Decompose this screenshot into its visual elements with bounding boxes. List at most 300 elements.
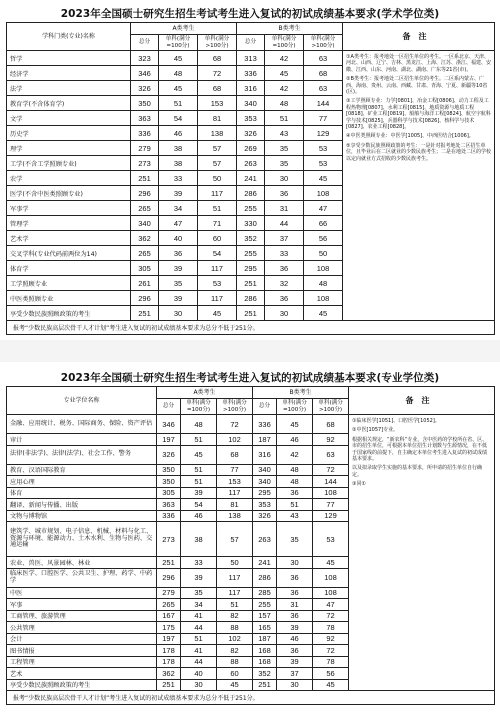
a-single-100-score: 44 <box>181 656 217 668</box>
a-total-score: 323 <box>131 51 159 66</box>
b-single-150-score: 48 <box>304 276 343 291</box>
b-total-score: 340 <box>253 476 277 488</box>
a-total-score: 340 <box>131 216 159 231</box>
b-single-150-score: 77 <box>313 499 349 511</box>
page-separator <box>0 340 500 362</box>
a-total-score: 350 <box>131 96 159 111</box>
b-single-100-score: 51 <box>277 499 313 511</box>
note-paragraph: 以及拟录取学生实施的基本要求，所申请的招生单位自行确定。 <box>352 465 483 478</box>
subject-name: 图书情报 <box>7 645 157 657</box>
a-single-150-score: 82 <box>217 610 253 622</box>
b-total-score: 316 <box>237 81 265 96</box>
b-single-100-score: 32 <box>265 276 304 291</box>
b-single-100-score: 43 <box>277 510 313 522</box>
b-single-100-score: 30 <box>265 306 304 321</box>
a-single-150-score: 60 <box>217 668 253 680</box>
a-total-score: 251 <box>131 306 159 321</box>
b-single-150-score: 45 <box>313 679 349 691</box>
subject-name: 文物与博物馆 <box>7 510 157 522</box>
note-paragraph: ②B类考生：报考地处二区招生单位的考生。二区系内蒙古、广西、海南、贵州、云南、西藏、甘肃、青海、宁夏、新疆等10省(区)。 <box>346 76 488 96</box>
b-total-score: 251 <box>237 306 265 321</box>
subject-name: 享受少数民族照顾政策的考生 <box>7 679 157 691</box>
a-single-100-score: 39 <box>159 261 198 276</box>
b-single-100-score: 35 <box>277 522 313 557</box>
b-total-score: 241 <box>237 171 265 186</box>
subject-name: 中医类照顾专业 <box>7 291 131 306</box>
a-single-100-score: 39 <box>181 568 217 587</box>
a-total-score: 265 <box>157 599 181 611</box>
subject-name: 军事 <box>7 599 157 611</box>
b-single-150-score: 72 <box>313 464 349 476</box>
a-single-150-score: 51 <box>198 201 237 216</box>
b-single-150-score: 108 <box>304 261 343 276</box>
a-single-150-score: 117 <box>198 186 237 201</box>
a-single-150-score: 117 <box>217 568 253 587</box>
b-single-150-score: 92 <box>313 434 349 446</box>
a-single-100-score: 48 <box>159 66 198 81</box>
a-total-score: 336 <box>131 126 159 141</box>
a-total-score: 175 <box>157 622 181 634</box>
b-total-score: 295 <box>237 261 265 276</box>
a-total-score: 346 <box>157 415 181 434</box>
b-single-100-score: 42 <box>265 81 304 96</box>
a-single-150-score: 50 <box>217 557 253 569</box>
b-single-100-score: 30 <box>265 171 304 186</box>
a-total-score: 362 <box>157 668 181 680</box>
b-total-score: 157 <box>253 610 277 622</box>
b-single-100-score: 35 <box>265 156 304 171</box>
b-single-150-score: 108 <box>304 186 343 201</box>
a-single-100-score: 34 <box>159 201 198 216</box>
a-single-100-score: 40 <box>181 668 217 680</box>
subject-name: 理学 <box>7 141 131 156</box>
notes-header: 备注 <box>349 387 495 415</box>
a-total-score: 363 <box>131 111 159 126</box>
note-paragraph: ④中医类照顾专业：中医学[1005]、中西医结合[1006]。 <box>346 133 474 140</box>
single-100-header: 单科(满分=100分) <box>277 399 313 415</box>
a-single-150-score: 138 <box>198 126 237 141</box>
b-single-100-score: 37 <box>265 231 304 246</box>
a-total-score: 273 <box>131 156 159 171</box>
b-total-score: 263 <box>253 522 277 557</box>
subject-name: 历史学 <box>7 126 131 141</box>
b-single-150-score: 53 <box>304 141 343 156</box>
subject-name: 建筑学、城市规划、电子信息、机械、材料与化工、资源与环境、能源动力、土木水利、生物与医药、交通运输 <box>7 522 157 557</box>
b-single-100-score: 48 <box>277 476 313 488</box>
note-paragraph: ①临床医学[1051]、口腔医学[1052]。 <box>352 418 440 424</box>
b-total-score: 352 <box>253 668 277 680</box>
a-total-score: 167 <box>157 610 181 622</box>
b-total-score: 187 <box>253 434 277 446</box>
a-single-150-score: 60 <box>198 231 237 246</box>
single-100-header: 单科(满分=100分) <box>181 399 217 415</box>
footer-cell: 报考“少数民族高层次骨干人才计划”考生进入复试的初试成绩基本要求为总分不低于251分。 <box>7 691 495 705</box>
a-single-100-score: 54 <box>159 111 198 126</box>
b-single-100-score: 36 <box>265 291 304 306</box>
b-total-score: 255 <box>237 201 265 216</box>
page-title: 2023年全国硕士研究生招生考试考生进入复试的初试成绩基本要求(专业学位类) <box>60 372 440 384</box>
footer-row <box>7 321 495 335</box>
b-single-100-score: 46 <box>277 434 313 446</box>
b-single-100-score: 31 <box>277 599 313 611</box>
b-single-150-score: 72 <box>313 645 349 657</box>
b-single-150-score: 56 <box>313 668 349 680</box>
a-single-150-score: 117 <box>198 291 237 306</box>
single-150-header: 单科(满分>100分) <box>217 399 253 415</box>
subject-name: 医学(不含中医类照顾专业) <box>7 186 131 201</box>
b-single-150-score: 144 <box>313 476 349 488</box>
b-single-150-score: 53 <box>313 522 349 557</box>
a-single-150-score: 88 <box>217 656 253 668</box>
subject-name: 翻译、新闻与传播、出版 <box>7 499 157 511</box>
b-single-100-score: 44 <box>265 216 304 231</box>
b-single-150-score: 63 <box>304 81 343 96</box>
a-total-score: 336 <box>157 510 181 522</box>
b-single-100-score: 51 <box>265 111 304 126</box>
a-total-score: 265 <box>131 201 159 216</box>
b-single-100-score: 31 <box>265 201 304 216</box>
b-total-score: 263 <box>237 156 265 171</box>
a-total-score: 178 <box>157 656 181 668</box>
a-single-100-score: 51 <box>181 464 217 476</box>
b-single-100-score: 43 <box>265 126 304 141</box>
a-single-100-score: 40 <box>159 231 198 246</box>
subject-name: 法律(非法学)、法律(法学)、社会工作、警务 <box>7 445 157 464</box>
a-single-100-score: 30 <box>159 306 198 321</box>
b-single-150-score: 129 <box>304 126 343 141</box>
a-single-100-score: 35 <box>159 276 198 291</box>
b-total-score: 255 <box>237 246 265 261</box>
b-single-100-score: 39 <box>277 622 313 634</box>
a-total-score: 251 <box>157 679 181 691</box>
b-single-100-score: 42 <box>277 445 313 464</box>
b-total-score: 330 <box>237 216 265 231</box>
a-total-score: 346 <box>131 66 159 81</box>
academic-degree-page <box>0 0 500 340</box>
b-single-150-score: 144 <box>304 96 343 111</box>
total-header: 总分 <box>237 35 265 51</box>
a-single-100-score: 54 <box>181 499 217 511</box>
notes-cell <box>349 415 495 691</box>
a-total-score: 305 <box>157 487 181 499</box>
subject-name: 农业、兽医、风景园林、林业 <box>7 557 157 569</box>
a-total-score: 251 <box>131 171 159 186</box>
b-total-score: 286 <box>237 291 265 306</box>
a-single-100-score: 38 <box>181 522 217 557</box>
b-total-score: 286 <box>237 186 265 201</box>
b-single-100-score: 37 <box>277 668 313 680</box>
subject-name: 艺术学 <box>7 231 131 246</box>
b-single-100-score: 36 <box>277 610 313 622</box>
a-single-150-score: 45 <box>198 306 237 321</box>
a-single-150-score: 117 <box>217 487 253 499</box>
b-total-score: 241 <box>253 557 277 569</box>
a-single-150-score: 153 <box>217 476 253 488</box>
note-paragraph: ①A类考生：报考地处一区招生单位的考生。一区系北京、天津、河北、山西、辽宁、吉林、黑龙江、上海、江苏、浙江、福建、安徽、江西、山东、河南、湖北、湖南、广东等21省(市)。 <box>346 54 492 73</box>
table-row <box>7 415 495 434</box>
b-single-150-score: 45 <box>304 171 343 186</box>
a-single-100-score: 41 <box>181 645 217 657</box>
subject-name: 临床医学、口腔医学、公共卫生、护理、药学、中药学 <box>7 568 157 587</box>
total-header: 总分 <box>253 399 277 415</box>
subject-name: 审计 <box>7 434 157 446</box>
b-single-150-score: 78 <box>313 656 349 668</box>
b-total-score: 340 <box>237 96 265 111</box>
b-total-score: 316 <box>253 445 277 464</box>
b-single-100-score: 48 <box>277 464 313 476</box>
b-total-score: 168 <box>253 656 277 668</box>
b-single-100-score: 46 <box>277 633 313 645</box>
subject-name: 管理学 <box>7 216 131 231</box>
a-total-score: 279 <box>131 141 159 156</box>
a-single-150-score: 68 <box>217 445 253 464</box>
subject-name: 工学照顾专业 <box>7 276 131 291</box>
subject-name: 会计 <box>7 633 157 645</box>
subject-name: 教育学(不含体育学) <box>7 96 131 111</box>
a-single-150-score: 102 <box>217 633 253 645</box>
subject-name: 公共管理 <box>7 622 157 634</box>
a-single-150-score: 71 <box>198 216 237 231</box>
b-total-score: 251 <box>253 679 277 691</box>
a-total-score: 279 <box>157 587 181 599</box>
subject-name: 哲学 <box>7 51 131 66</box>
a-single-100-score: 51 <box>181 434 217 446</box>
b-total-score: 165 <box>253 622 277 634</box>
b-single-150-score: 92 <box>313 633 349 645</box>
b-single-100-score: 42 <box>265 51 304 66</box>
a-single-150-score: 72 <box>198 66 237 81</box>
b-single-100-score: 35 <box>265 141 304 156</box>
note-paragraph: ③同① <box>352 481 367 488</box>
subject-name: 中医 <box>7 587 157 599</box>
b-total-score: 352 <box>237 231 265 246</box>
a-total-score: 251 <box>157 557 181 569</box>
b-total-score: 285 <box>253 587 277 599</box>
subject-name: 工商管理、旅游管理 <box>7 610 157 622</box>
b-total-score: 336 <box>253 415 277 434</box>
b-single-100-score: 36 <box>277 487 313 499</box>
a-total-score: 265 <box>131 246 159 261</box>
subject-name: 文学 <box>7 111 131 126</box>
b-single-150-score: 78 <box>313 622 349 634</box>
a-single-100-score: 41 <box>181 610 217 622</box>
single-100-header: 单科(满分=100分) <box>159 35 198 51</box>
a-total-score: 350 <box>157 476 181 488</box>
subject-name: 交叉学科(专业代码前两位为14) <box>7 246 131 261</box>
a-total-score: 296 <box>131 186 159 201</box>
b-single-150-score: 66 <box>304 216 343 231</box>
b-single-100-score: 36 <box>265 186 304 201</box>
a-single-150-score: 57 <box>198 141 237 156</box>
a-total-score: 350 <box>157 464 181 476</box>
b-single-100-score: 33 <box>265 246 304 261</box>
a-single-100-score: 30 <box>181 679 217 691</box>
a-single-150-score: 50 <box>198 171 237 186</box>
a-single-100-score: 33 <box>181 557 217 569</box>
a-single-100-score: 33 <box>159 171 198 186</box>
b-single-150-score: 108 <box>304 291 343 306</box>
subject-name: 经济学 <box>7 66 131 81</box>
note-paragraph: ⑤享受少数民族照顾政策的考生：一是针对报考地处二区招生单位，且毕业后在二区就业的少数民族考生；二是在地处二区的学校以定向就业方式招收的少数民族考生。 <box>346 142 492 162</box>
a-single-150-score: 102 <box>217 434 253 446</box>
a-single-150-score: 72 <box>217 415 253 434</box>
b-total-score: 353 <box>237 111 265 126</box>
a-single-100-score: 51 <box>181 476 217 488</box>
a-single-100-score: 38 <box>159 141 198 156</box>
a-total-score: 197 <box>157 434 181 446</box>
a-class-header: A类考生 <box>157 387 253 399</box>
a-total-score: 296 <box>131 291 159 306</box>
b-single-150-score: 47 <box>313 599 349 611</box>
b-single-100-score: 39 <box>277 656 313 668</box>
a-total-score: 197 <box>157 633 181 645</box>
a-single-100-score: 44 <box>181 622 217 634</box>
a-single-100-score: 39 <box>159 186 198 201</box>
subject-header: 学科门类(专业)名称 <box>7 23 131 51</box>
b-single-150-score: 47 <box>304 201 343 216</box>
a-single-150-score: 54 <box>198 246 237 261</box>
subject-name: 艺术 <box>7 668 157 680</box>
b-total-score: 269 <box>237 141 265 156</box>
a-single-150-score: 57 <box>217 522 253 557</box>
b-single-150-score: 72 <box>313 610 349 622</box>
b-single-150-score: 108 <box>313 587 349 599</box>
b-single-150-score: 53 <box>304 156 343 171</box>
a-single-150-score: 68 <box>198 81 237 96</box>
b-total-score: 336 <box>237 66 265 81</box>
a-total-score: 273 <box>157 522 181 557</box>
b-single-150-score: 45 <box>304 306 343 321</box>
a-single-100-score: 46 <box>181 510 217 522</box>
b-single-150-score: 45 <box>313 557 349 569</box>
a-single-100-score: 34 <box>181 599 217 611</box>
b-single-100-score: 36 <box>277 645 313 657</box>
a-single-150-score: 57 <box>198 156 237 171</box>
a-single-100-score: 36 <box>159 246 198 261</box>
b-total-score: 326 <box>237 126 265 141</box>
a-single-100-score: 51 <box>181 633 217 645</box>
footer-row <box>7 691 495 705</box>
a-single-150-score: 53 <box>198 276 237 291</box>
subject-name: 军事学 <box>7 201 131 216</box>
academic-score-table <box>6 22 495 335</box>
a-total-score: 178 <box>157 645 181 657</box>
a-class-header: A类考生 <box>131 23 237 35</box>
b-single-150-score: 50 <box>304 246 343 261</box>
subject-name: 法学 <box>7 81 131 96</box>
subject-name: 工程管理 <box>7 656 157 668</box>
subject-name: 应用心理 <box>7 476 157 488</box>
b-single-100-score: 36 <box>277 587 313 599</box>
single-150-header: 单科(满分>100分) <box>313 399 349 415</box>
b-single-150-score: 56 <box>304 231 343 246</box>
b-single-100-score: 45 <box>277 415 313 434</box>
subject-name: 享受少数民族照顾政策的考生 <box>7 306 131 321</box>
a-total-score: 305 <box>131 261 159 276</box>
a-single-150-score: 88 <box>217 622 253 634</box>
a-single-100-score: 48 <box>181 415 217 434</box>
subject-name: 体育 <box>7 487 157 499</box>
a-single-150-score: 45 <box>217 679 253 691</box>
total-header: 总分 <box>131 35 159 51</box>
a-single-150-score: 77 <box>217 464 253 476</box>
a-single-100-score: 51 <box>159 96 198 111</box>
single-150-header: 单科(满分>100分) <box>198 35 237 51</box>
subject-name: 教育、汉语国际教育 <box>7 464 157 476</box>
single-150-header: 单科(满分>100分) <box>304 35 343 51</box>
b-total-score: 340 <box>253 464 277 476</box>
a-single-150-score: 68 <box>198 51 237 66</box>
b-total-score: 313 <box>237 51 265 66</box>
a-total-score: 363 <box>157 499 181 511</box>
b-total-score: 255 <box>253 599 277 611</box>
b-single-100-score: 48 <box>265 96 304 111</box>
a-single-100-score: 38 <box>159 156 198 171</box>
b-single-100-score: 45 <box>265 66 304 81</box>
b-single-150-score: 108 <box>313 568 349 587</box>
a-single-100-score: 47 <box>159 216 198 231</box>
note-paragraph: ②中医[1057]专业。 <box>352 427 399 434</box>
b-total-score: 286 <box>253 568 277 587</box>
subject-name: 金融、应用统计、税务、国际商务、保险、资产评估 <box>7 415 157 434</box>
notes-cell <box>343 51 495 321</box>
a-single-150-score: 81 <box>217 499 253 511</box>
b-single-150-score: 68 <box>313 415 349 434</box>
b-class-header: B类考生 <box>237 23 343 35</box>
total-header: 总分 <box>157 399 181 415</box>
a-single-100-score: 39 <box>181 487 217 499</box>
table-row <box>7 51 495 66</box>
a-total-score: 326 <box>131 81 159 96</box>
b-total-score: 168 <box>253 645 277 657</box>
subject-name: 体育学 <box>7 261 131 276</box>
professional-degree-page <box>0 362 500 720</box>
b-total-score: 295 <box>253 487 277 499</box>
b-class-header: B类考生 <box>253 387 349 399</box>
single-100-header: 单科(满分=100分) <box>265 35 304 51</box>
b-total-score: 251 <box>237 276 265 291</box>
a-single-150-score: 117 <box>217 587 253 599</box>
a-single-100-score: 39 <box>159 291 198 306</box>
b-single-100-score: 36 <box>277 568 313 587</box>
b-single-150-score: 108 <box>313 487 349 499</box>
subject-name: 农学 <box>7 171 131 186</box>
a-single-100-score: 45 <box>159 51 198 66</box>
b-single-100-score: 30 <box>277 679 313 691</box>
subject-header: 专业学位名称 <box>7 387 157 415</box>
a-single-150-score: 153 <box>198 96 237 111</box>
professional-score-table <box>6 386 495 705</box>
a-total-score: 261 <box>131 276 159 291</box>
b-single-100-score: 36 <box>265 261 304 276</box>
a-single-150-score: 138 <box>217 510 253 522</box>
footer-cell: 报考“少数民族高层次骨干人才计划”考生进入复试的初试成绩基本要求为总分不低于251分。 <box>7 321 495 335</box>
b-single-150-score: 68 <box>304 66 343 81</box>
a-total-score: 296 <box>157 568 181 587</box>
b-single-150-score: 77 <box>304 111 343 126</box>
a-single-100-score: 35 <box>181 587 217 599</box>
b-total-score: 187 <box>253 633 277 645</box>
a-single-100-score: 46 <box>159 126 198 141</box>
a-single-150-score: 117 <box>198 261 237 276</box>
b-total-score: 326 <box>253 510 277 522</box>
a-single-150-score: 82 <box>217 645 253 657</box>
a-total-score: 362 <box>131 231 159 246</box>
a-single-150-score: 51 <box>217 599 253 611</box>
b-single-150-score: 129 <box>313 510 349 522</box>
page-title: 2023年全国硕士研究生招生考试考生进入复试的初试成绩基本要求(学术学位类) <box>60 8 440 20</box>
note-paragraph: 根据相关规定，“新农科”专业，含中医药的学校所在省、区、市的招生单位，可根据本单位招生计划数与生源情况，在不低于国家线的前提下，自主确定本单位考生进入复试的初试成绩基本要求。 <box>352 436 488 463</box>
